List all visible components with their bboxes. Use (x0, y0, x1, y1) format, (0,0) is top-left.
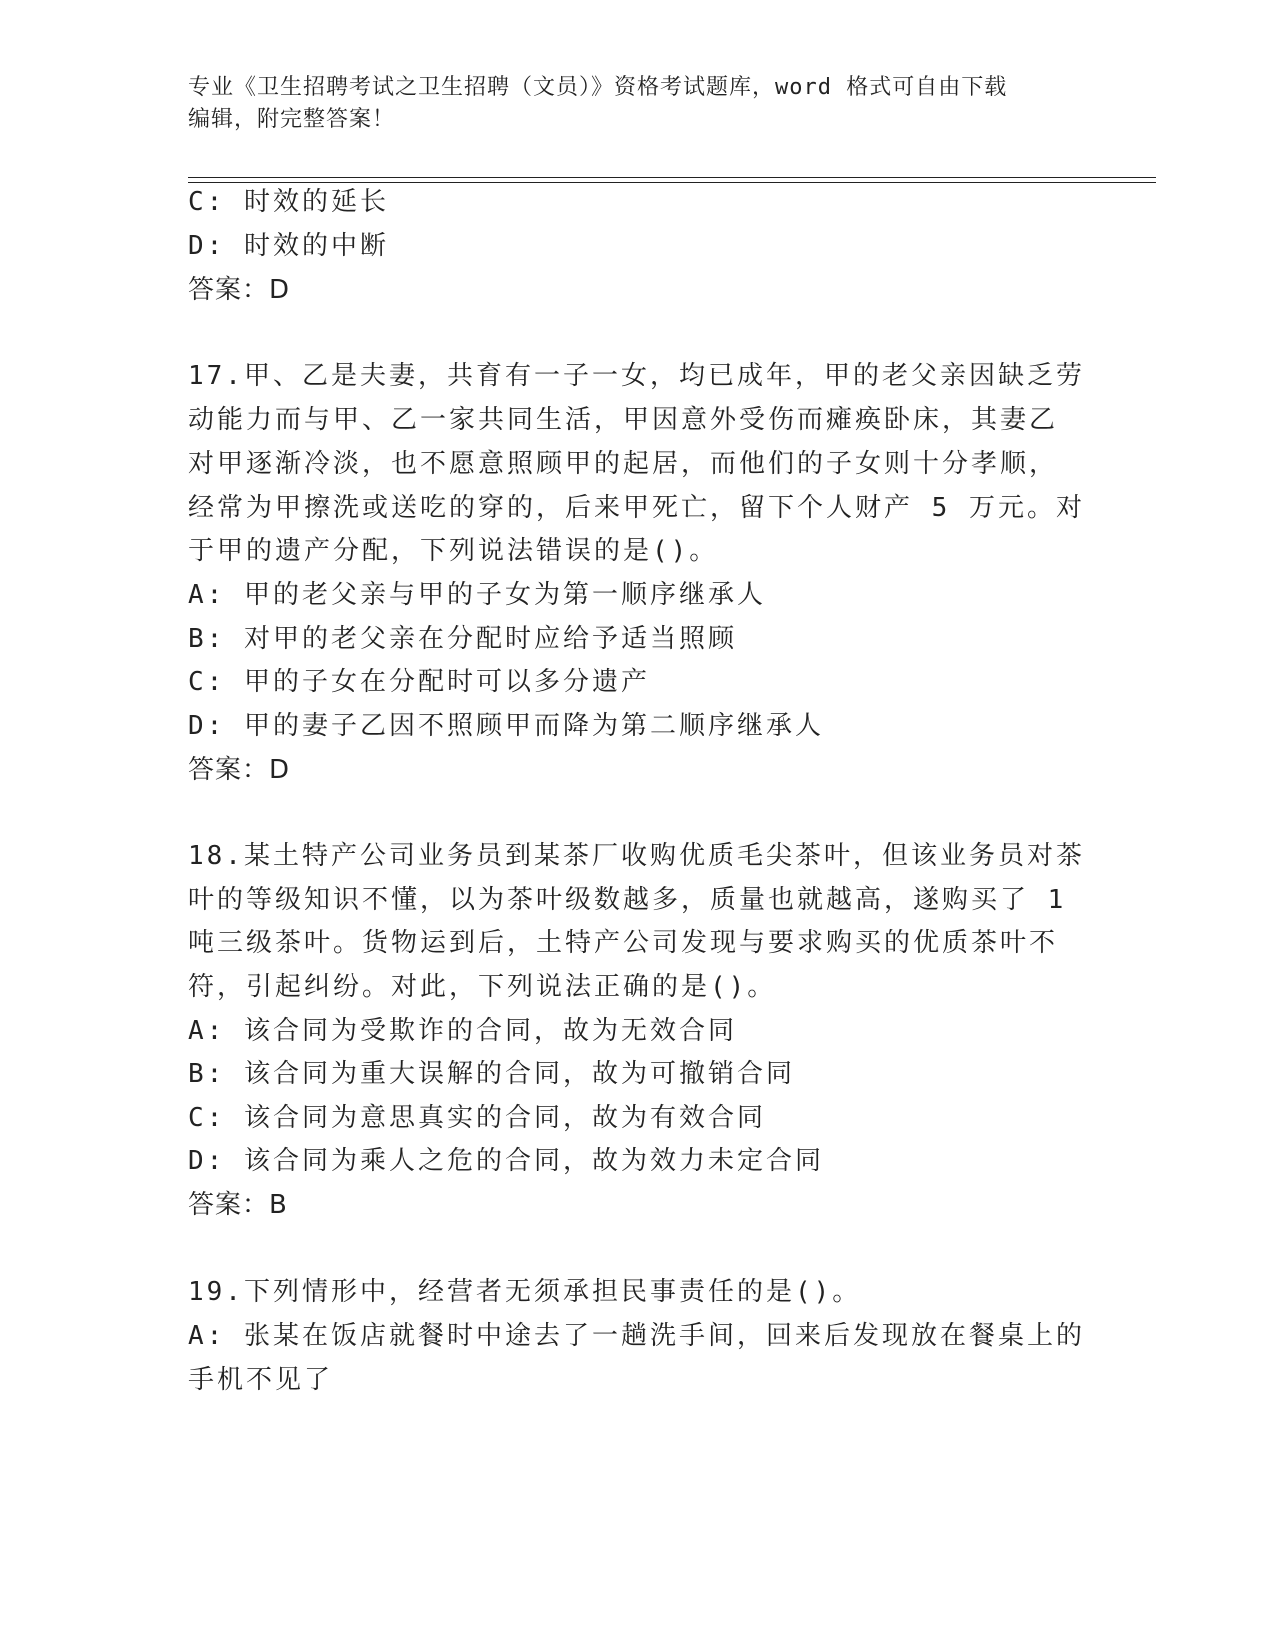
q17-stem-line-4: 经常为甲擦洗或送吃的穿的，后来甲死亡，留下个人财产 5 万元。对 (188, 493, 1085, 523)
q17-stem-line-3: 对甲逐渐冷淡，也不愿意照顾甲的起居，而他们的子女则十分孝顺， (188, 449, 1059, 479)
q19-option-a-line-2: 手机不见了 (188, 1365, 334, 1395)
header-divider-top (188, 177, 1156, 178)
q17-stem-line-5: 于甲的遗产分配，下列说法错误的是()。 (188, 536, 719, 566)
q18-option-a: A: 该合同为受欺诈的合同，故为无效合同 (188, 1016, 737, 1046)
q17-stem-line-1: 17.甲、乙是夫妻，共育有一子一女，均已成年，甲的老父亲因缺乏劳 (188, 361, 1085, 391)
q18-stem-line-1: 18.某土特产公司业务员到某茶厂收购优质毛尖茶叶，但该业务员对茶 (188, 841, 1085, 871)
header-line-2: 编辑，附完整答案！ (188, 107, 396, 132)
header-divider-bottom (188, 182, 1156, 183)
q17-stem-line-2: 动能力而与甲、乙一家共同生活，甲因意外受伤而瘫痪卧床，其妻乙 (188, 405, 1059, 435)
q18-stem-line-3: 吨三级茶叶。货物运到后，土特产公司发现与要求购买的优质茶叶不 (188, 928, 1059, 958)
q18-answer: 答案：B (188, 1190, 288, 1220)
q17-answer: 答案：D (188, 755, 291, 785)
q19-option-a-line-1: A: 张某在饭店就餐时中途去了一趟洗手间，回来后发现放在餐桌上的 (188, 1321, 1085, 1351)
q16-option-d: D: 时效的中断 (188, 231, 389, 261)
q18-stem-line-4: 符，引起纠纷。对此，下列说法正确的是()。 (188, 972, 777, 1002)
q17-option-c: C: 甲的子女在分配时可以多分遗产 (188, 667, 650, 697)
header-line-1: 专业《卫生招聘考试之卫生招聘（文员）》资格考试题库，word 格式可自由下载 (188, 75, 1008, 100)
q18-option-b: B: 该合同为重大误解的合同，故为可撤销合同 (188, 1059, 795, 1089)
q16-answer: 答案：D (188, 275, 291, 305)
document-header (188, 72, 1088, 136)
q17-option-b: B: 对甲的老父亲在分配时应给予适当照顾 (188, 624, 737, 654)
q18-stem-line-2: 叶的等级知识不懂，以为茶叶级数越多，质量也就越高，遂购买了 1 (188, 885, 1067, 915)
q19-stem-line-1: 19.下列情形中，经营者无须承担民事责任的是()。 (188, 1277, 862, 1307)
q18-option-d: D: 该合同为乘人之危的合同，故为效力未定合同 (188, 1146, 824, 1176)
q18-option-c: C: 该合同为意思真实的合同，故为有效合同 (188, 1103, 766, 1133)
q17-option-a: A: 甲的老父亲与甲的子女为第一顺序继承人 (188, 580, 766, 610)
q17-option-d: D: 甲的妻子乙因不照顾甲而降为第二顺序继承人 (188, 711, 824, 741)
q16-option-c: C: 时效的延长 (188, 187, 389, 217)
